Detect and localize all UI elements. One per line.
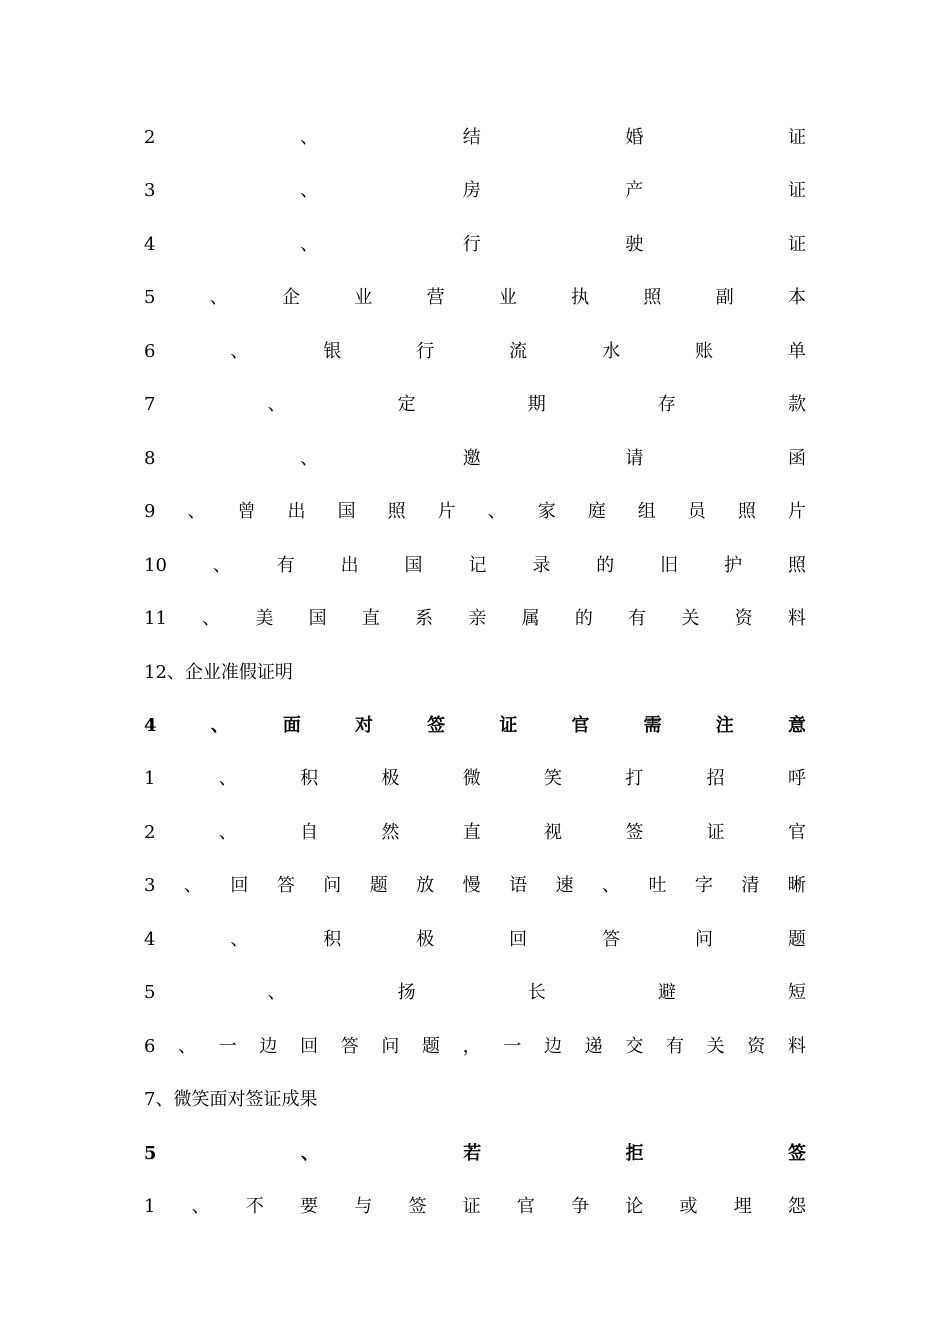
text-token: 亲 — [468, 608, 487, 629]
text-token: 有 — [628, 608, 647, 629]
text-token: 证 — [706, 822, 725, 843]
text-token: 企 — [282, 287, 301, 308]
text-token: 、 — [212, 555, 231, 576]
text-token: 存 — [657, 394, 676, 415]
text-token: 论 — [625, 1196, 644, 1217]
text-token: 1 — [144, 1196, 156, 1217]
text-token: 出 — [340, 555, 359, 576]
text-token: 2 — [144, 822, 156, 843]
text-token: 交 — [625, 1036, 644, 1057]
text-token: 、 — [202, 608, 221, 629]
text-token: 直 — [462, 822, 481, 843]
text-token: 曾 — [237, 501, 256, 522]
text-token: 拒 — [625, 1143, 644, 1164]
text-token: 关 — [681, 608, 700, 629]
text-token: 4 — [144, 929, 156, 950]
text-token: 料 — [787, 1036, 806, 1057]
text-token: 避 — [657, 982, 676, 1003]
text-token: 庭 — [587, 501, 606, 522]
text-token: 、 — [300, 180, 319, 201]
list-item — [144, 871, 806, 901]
text-token: 证 — [462, 1196, 481, 1217]
text-token: 速 — [555, 875, 574, 896]
text-token: 答 — [340, 1036, 359, 1057]
text-token: 短 — [788, 982, 806, 1003]
text-token: 、 — [230, 341, 249, 362]
text-token: 、 — [300, 1143, 319, 1164]
text-token: 业 — [498, 287, 517, 308]
text-token: 吐 — [648, 875, 667, 896]
text-token: 证 — [787, 180, 806, 201]
text-token: 5 — [144, 1143, 157, 1164]
list-item — [144, 818, 806, 848]
text-token: 护 — [724, 555, 743, 576]
text-token: 扬 — [397, 982, 416, 1003]
text-token: 关 — [706, 1036, 725, 1057]
text-token: 、 — [267, 982, 286, 1003]
text-token: 一 — [218, 1036, 237, 1057]
text-token: 回 — [230, 875, 249, 896]
text-token: 边 — [259, 1036, 278, 1057]
text-token: 、 — [210, 715, 229, 736]
text-token: 10 — [144, 555, 167, 576]
text-token: 7 — [144, 394, 156, 415]
text-token: 回 — [509, 929, 528, 950]
text-token: 、 — [218, 822, 237, 843]
text-token: 回 — [300, 1036, 319, 1057]
text-token: 本 — [787, 287, 806, 308]
text-token: 6 — [144, 341, 156, 362]
text-token: 、 — [300, 448, 319, 469]
text-token: 笑 — [544, 768, 563, 789]
text-token: 签 — [787, 1143, 806, 1164]
text-token: 房 — [462, 180, 481, 201]
text-token: 水 — [602, 341, 621, 362]
text-token: 料 — [787, 608, 806, 629]
text-token: 行 — [416, 341, 435, 362]
text-token: 资 — [734, 608, 753, 629]
text-token: 长 — [527, 982, 546, 1003]
text-token: 3 — [144, 180, 156, 201]
text-token: 资 — [747, 1036, 766, 1057]
text-token: 极 — [416, 929, 435, 950]
text-token: 流 — [509, 341, 528, 362]
text-token: 9 — [144, 501, 156, 522]
text-token: 题 — [422, 1036, 441, 1057]
text-token: 、 — [187, 501, 206, 522]
list-item — [144, 283, 806, 313]
text-token: 需 — [643, 715, 662, 736]
text-token: 意 — [787, 715, 806, 736]
text-token: 官 — [571, 715, 590, 736]
text-token: 5 — [144, 982, 156, 1003]
text-token: 请 — [625, 448, 644, 469]
text-token: 签 — [625, 822, 644, 843]
text-token: 片 — [437, 501, 456, 522]
text-token: 题 — [369, 875, 388, 896]
text-token: 极 — [381, 768, 400, 789]
text-token: 4 — [144, 234, 156, 255]
text-token: 签 — [408, 1196, 427, 1217]
text-token: 字 — [694, 875, 713, 896]
text-token: 怨 — [787, 1196, 806, 1217]
list-item — [144, 1085, 806, 1115]
text-token: 1 — [144, 768, 156, 789]
list-item — [144, 658, 806, 688]
text-token: 、 — [178, 1036, 197, 1057]
text-token: 、 — [218, 768, 237, 789]
text-token: 录 — [532, 555, 551, 576]
text-token: 晰 — [787, 875, 806, 896]
text-token: 、 — [230, 929, 249, 950]
list-item — [144, 604, 806, 634]
text-token: 微 — [462, 768, 481, 789]
text-token: 答 — [276, 875, 295, 896]
text-token: 签 — [427, 715, 446, 736]
list-item — [144, 176, 806, 206]
text-token: 视 — [544, 822, 563, 843]
text-token: 放 — [416, 875, 435, 896]
text-token: 直 — [361, 608, 380, 629]
text-token: 产 — [625, 180, 644, 201]
text-token: 期 — [527, 394, 546, 415]
text-token: 一 — [503, 1036, 522, 1057]
text-token: 执 — [571, 287, 590, 308]
text-token: 打 — [625, 768, 644, 789]
text-token: 旧 — [660, 555, 679, 576]
text-token: 语 — [509, 875, 528, 896]
text-token: 有 — [276, 555, 295, 576]
text-token: 4 — [144, 715, 157, 736]
text-token: 营 — [426, 287, 445, 308]
list-item — [144, 123, 806, 153]
text-token: 注 — [715, 715, 734, 736]
list-item — [144, 390, 806, 420]
text-token: 官 — [787, 822, 806, 843]
text-token: 面 — [282, 715, 301, 736]
list-item — [144, 230, 806, 260]
text-token: 副 — [715, 287, 734, 308]
text-token: 函 — [787, 448, 806, 469]
text-token: 照 — [787, 555, 806, 576]
text-token: 驶 — [625, 234, 644, 255]
text-token: 8 — [144, 448, 156, 469]
text-token: 家 — [537, 501, 556, 522]
text-token: 要 — [300, 1196, 319, 1217]
text-token: 有 — [665, 1036, 684, 1057]
text-token: 单 — [787, 341, 806, 362]
text-token: 自 — [300, 822, 319, 843]
text-token: 3 — [144, 875, 156, 896]
text-token: 题 — [787, 929, 806, 950]
text-token: 款 — [788, 394, 806, 415]
list-item — [144, 1192, 806, 1222]
text-token: 然 — [381, 822, 400, 843]
list-item — [144, 1032, 806, 1062]
text-token: 问 — [694, 929, 713, 950]
text-token: 邀 — [462, 448, 481, 469]
text-token: 美 — [255, 608, 274, 629]
text-token: 若 — [463, 1143, 482, 1164]
text-token: 呼 — [787, 768, 806, 789]
text-token: 的 — [596, 555, 615, 576]
text-token: 定 — [397, 394, 416, 415]
text-token: 积 — [300, 768, 319, 789]
list-item — [144, 978, 806, 1008]
list-item — [144, 337, 806, 367]
text-token: 埋 — [733, 1196, 752, 1217]
text-token: 银 — [323, 341, 342, 362]
text-token: 6 — [144, 1036, 156, 1057]
text-token: 2 — [144, 127, 156, 148]
list-item — [144, 551, 806, 581]
text-token: 11 — [144, 608, 167, 629]
text-token: 招 — [706, 768, 725, 789]
text-token: 国 — [308, 608, 327, 629]
text-token: 照 — [387, 501, 406, 522]
text-token: 组 — [637, 501, 656, 522]
text-token: 证 — [787, 127, 806, 148]
text-token: 慢 — [462, 875, 481, 896]
section-heading — [144, 1139, 806, 1169]
text-token: 、 — [267, 394, 286, 415]
text-token: 、 — [191, 1196, 210, 1217]
text-token: ， — [462, 1036, 481, 1057]
text-token: 结 — [462, 127, 481, 148]
text-token: 账 — [694, 341, 713, 362]
text-token: 问 — [381, 1036, 400, 1057]
text-token: 答 — [602, 929, 621, 950]
text-token: 婚 — [625, 127, 644, 148]
text-token: 业 — [354, 287, 373, 308]
list-item — [144, 764, 806, 794]
text-token: 不 — [245, 1196, 264, 1217]
line-text: 7、微笑面对签证成果 — [144, 1089, 318, 1110]
line-text: 12、企业准假证明 — [144, 662, 293, 683]
text-token: 边 — [544, 1036, 563, 1057]
text-token: 、 — [487, 501, 506, 522]
section-heading — [144, 711, 806, 741]
text-token: 问 — [323, 875, 342, 896]
text-token: 证 — [787, 234, 806, 255]
text-token: 国 — [404, 555, 423, 576]
text-token: 证 — [499, 715, 518, 736]
text-token: 行 — [462, 234, 481, 255]
list-item — [144, 444, 806, 474]
text-token: 或 — [679, 1196, 698, 1217]
text-token: 、 — [601, 875, 620, 896]
text-token: 照 — [643, 287, 662, 308]
text-token: 的 — [574, 608, 593, 629]
text-token: 对 — [355, 715, 373, 736]
text-token: 国 — [337, 501, 356, 522]
text-token: 官 — [516, 1196, 535, 1217]
text-token: 清 — [741, 875, 760, 896]
text-token: 员 — [687, 501, 706, 522]
text-token: 系 — [415, 608, 434, 629]
text-token: 、 — [300, 234, 319, 255]
list-item — [144, 497, 806, 527]
text-token: 递 — [584, 1036, 603, 1057]
text-token: 争 — [571, 1196, 590, 1217]
text-token: 、 — [183, 875, 202, 896]
text-token: 出 — [287, 501, 306, 522]
text-token: 、 — [209, 287, 228, 308]
text-token: 与 — [354, 1196, 373, 1217]
list-item — [144, 925, 806, 955]
text-token: 片 — [787, 501, 806, 522]
text-token: 积 — [323, 929, 342, 950]
text-token: 属 — [521, 608, 540, 629]
text-token: 记 — [468, 555, 487, 576]
text-token: 照 — [737, 501, 756, 522]
text-token: 、 — [300, 127, 319, 148]
text-token: 5 — [144, 287, 156, 308]
